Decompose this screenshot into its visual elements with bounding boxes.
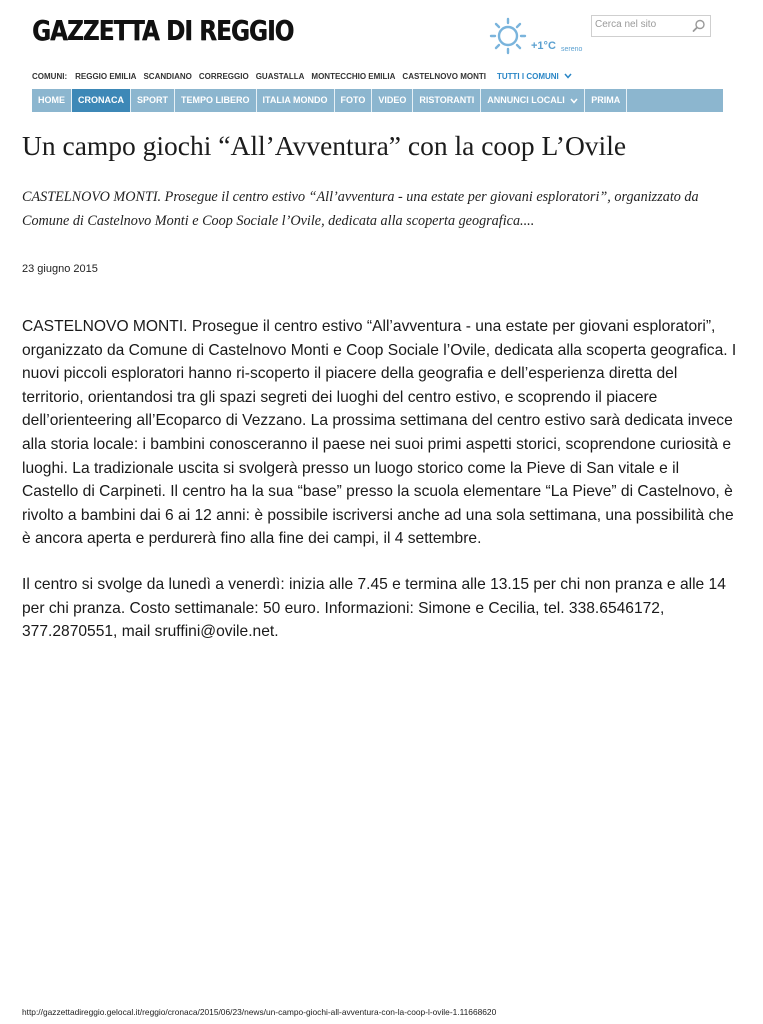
sun-icon	[484, 8, 532, 56]
comune-link[interactable]: MONTECCHIO EMILIA	[311, 71, 396, 81]
search-icon[interactable]	[692, 19, 706, 33]
comune-link[interactable]: SCANDIANO	[143, 71, 192, 81]
article-summary: CASTELNOVO MONTI. Prosegue il centro estivo “All’avventura - una estate per giovani esploratori”, organizzato da Comune di Castelnovo Monti e Coop Sociale l’Ovile, dedicata alla scoperta geografica....	[22, 189, 699, 229]
article-title: Un campo giochi “All’Avventura” con la coop L’Ovile	[22, 130, 627, 161]
weather-temperature: +1°C	[531, 40, 556, 52]
tab-tempo-libero[interactable]: TEMPO LIBERO	[175, 89, 257, 112]
article-date: 23 giugno 2015	[22, 263, 98, 275]
comuni-label: COMUNI:	[32, 71, 68, 81]
chevron-down-icon	[570, 98, 578, 104]
tab-prima[interactable]: PRIMA	[585, 89, 627, 112]
comune-link[interactable]: GUASTALLA	[255, 71, 305, 81]
tab-sport[interactable]: SPORT	[131, 89, 175, 112]
comune-link[interactable]: CORREGGIO	[198, 71, 249, 81]
all-comuni-label: TUTTI I COMUNI	[496, 71, 559, 81]
tab-ristoranti[interactable]: RISTORANTI	[413, 89, 481, 112]
search-box[interactable]	[591, 15, 711, 37]
comune-link[interactable]: REGGIO EMILIA	[75, 71, 137, 81]
article-body	[22, 315, 738, 666]
comune-link[interactable]: CASTELNOVO MONTI	[402, 71, 486, 81]
tab-video[interactable]: VIDEO	[372, 89, 413, 112]
weather-widget[interactable]	[484, 8, 594, 64]
tab-annunci-locali-label: ANNUNCI LOCALI	[487, 95, 565, 105]
tab-foto[interactable]: FOTO	[335, 89, 373, 112]
article-paragraph: CASTELNOVO MONTI. Prosegue il centro estivo “All’avventura - una estate per giovani esploratori”, organizzato da Comune di Castelnovo Monti e Coop Sociale l’Ovile, dedicata alla scoperta geografica. I nuovi piccoli esploratori hanno ri-scoperto il piacere della geografia e dell’esperienza diretta del territorio, orientandosi tra gli spazi segreti dei luoghi del centro estivo, e scoprendo il piacere dell’orienteering all’Ecoparco di Vezzano. La prossima settimana del centro estivo sarà dedicata invece alla storia locale: i bambini conosceranno il paese nei suoi primi aspetti storici, scoprendone curiosità e luoghi. La tradizionale uscita si svolgerà presso un luogo storico come la Pieve di San vitale e il Castello di Carpineti. Il centro ha la sua “base” presso la scuola elementare “La Pieve” di Castelnovo, è rivolto a bambini dai 6 ai 12 anni: è possibile iscriversi anche ad una sola settimana, una possibilità che è ancora aperta e perdurerà fino alla fine dei campi, il 4 settembre.	[22, 318, 737, 548]
weather-condition: sereno	[561, 46, 583, 53]
tab-cronaca[interactable]: CRONACA	[72, 89, 131, 112]
all-comuni-dropdown[interactable]	[497, 72, 572, 81]
page-url: http://gazzettadireggio.gelocal.it/reggio/cronaca/2015/06/23/news/un-campo-giochi-all-avventura-con-la-coop-l-ovile-1.11668620	[22, 1007, 497, 1017]
tab-annunci-locali[interactable]	[481, 89, 585, 112]
search-input[interactable]	[595, 19, 685, 30]
site-logo[interactable]: GAZZETTA DI REGGIO	[32, 14, 294, 47]
tab-italia-mondo[interactable]: ITALIA MONDO	[257, 89, 335, 112]
tab-home[interactable]: HOME	[32, 89, 72, 112]
article-paragraph: Il centro si svolge da lunedì a venerdì: inizia alle 7.45 e termina alle 13.15 per chi non pranza e alle 14 per chi pranza. Costo settimanale: 50 euro. Informazioni: Simone e Cecilia, tel. 338.6546172, 377.2870551, mail sruffini@ovile.net.	[22, 575, 726, 641]
chevron-down-icon	[564, 73, 572, 79]
comuni-bar	[32, 70, 572, 82]
main-nav	[32, 89, 723, 112]
